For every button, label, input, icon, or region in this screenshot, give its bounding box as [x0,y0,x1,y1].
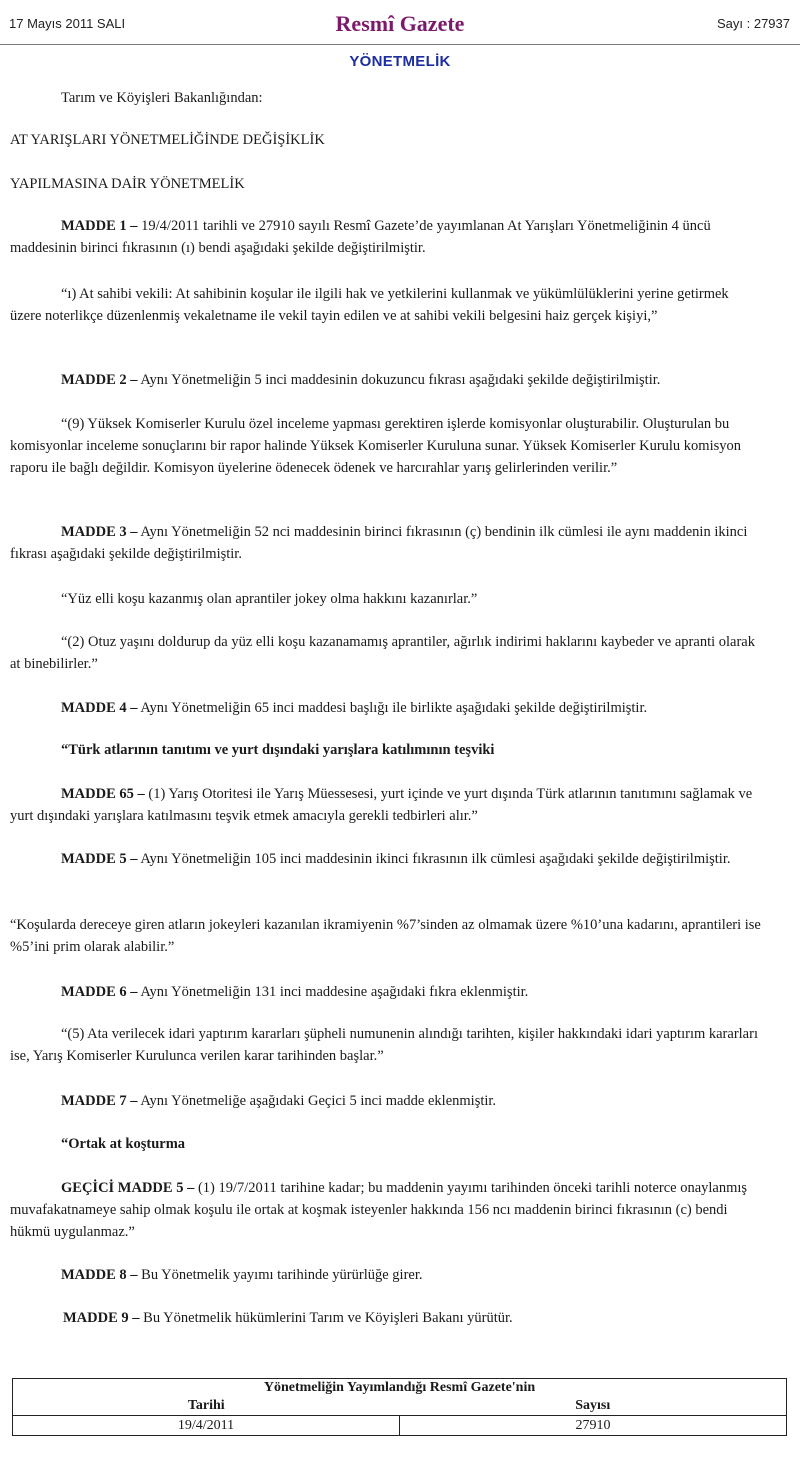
article-5-text: Aynı Yönetmeliğin 105 inci maddesinin ikinci fıkrasının ilk cümlesi aşağıdaki şekilde değiştirilmiştir. [137,851,731,867]
article-5-quote: “Koşularda dereceye giren atların jokeyleri kazanılan ikramiyenin %7’sinden az olmamak üzere %10’una kadarını, aprantileri ise %5’ini prim olarak alabilir.” [10,917,761,955]
article-6-quote: “(5) Ata verilecek idari yaptırım kararları şüpheli numunenin alındığı tarihten, kişiler hakkındaki idari yaptırım kararları ise, Yarış Komiserler Kurulunca verilen karar tarihinden başlar.” [10,1026,758,1064]
article-6-text: Aynı Yönetmeliğin 131 inci maddesine aşağıdaki fıkra eklenmiştir. [137,984,529,1000]
publication-date-cell: 19/4/2011 [13,1416,400,1436]
article-5 [10,848,762,870]
article-6-label: MADDE 6 – [61,984,138,1000]
article-1-label: MADDE 1 – [61,218,138,234]
provisional-article-5-text: (1) 19/7/2011 tarihine kadar; bu maddenin yayımı tarihinden önceki tarihli noterce onaylanmış muvafakatnameye sahip olmak koşulu ile ortak at koşmak isteyenler hakkında 156 ncı maddenin birinci fıkrasının (c) bendi hükmü uygulanmaz.” [10,1180,748,1240]
article-4-label: MADDE 4 – [61,700,138,716]
column-header-number: Sayısı [400,1396,787,1416]
issue-number: Sayı : 27937 [717,16,790,31]
article-7 [10,1090,762,1112]
article-2-quote: “(9) Yüksek Komiserler Kurulu özel inceleme yapması gerektiren işlerde komisyonlar oluşturabilir. Oluşturulan bu komisyonlar inceleme sonuçlarını bir rapor halinde Yüksek Komiserler Kuruluna sunar. Yüksek Komiserler Kurulu komisyon raporu ile bağlı değildir. Komisyon üyelerine ödenecek ödenek ve harcırahlar yarış gelirlerinden verilir.” [10,416,742,476]
article-2-label: MADDE 2 – [61,372,138,388]
article-3-text: Aynı Yönetmeliğin 52 nci maddesinin birinci fıkrasının (ç) bendinin ilk cümlesi ile aynı maddenin ikinci fıkrası aşağıdaki şekilde değiştirilmiştir. [10,524,748,562]
article-8 [10,1264,762,1286]
article-7-text: Aynı Yönetmeliğe aşağıdaki Geçici 5 inci madde eklenmiştir. [137,1093,497,1109]
provisional-article-5 [10,1177,762,1243]
article-1-quote: “ı) At sahibi vekili: At sahibinin koşular ile ilgili hak ve yetkilerini kullanmak ve yükümlülüklerini yerine getirmek üzere noterlikçe düzenlenmiş vekaletname ile vekil tayin edilen ve at sahibi vekili belgesini haiz gerçek kişiyi,” [10,286,729,324]
article-2 [10,369,762,391]
article-65-label: MADDE 65 – [61,786,145,802]
gazette-title: Resmî Gazete [335,11,465,36]
publication-table-row [13,1416,787,1436]
provisional-article-heading: “Ortak at koşturma [61,1136,186,1152]
article-5-label: MADDE 5 – [61,851,138,867]
regulation-title-line-1: AT YARIŞLARI YÖNETMELİĞİNDE DEĞİŞİKLİK [10,132,325,148]
issue-date: 17 Mayıs 2011 SALI [9,16,126,31]
column-header-date: Tarihi [13,1396,400,1416]
article-9 [12,1307,764,1329]
provisional-article-5-label: GEÇİCİ MADDE 5 – [61,1180,195,1196]
article-8-label: MADDE 8 – [61,1267,138,1283]
regulation-title-line-2: YAPILMASINA DAİR YÖNETMELİK [10,176,245,192]
article-6 [10,981,762,1003]
article-3-quote-b: “(2) Otuz yaşını doldurup da yüz elli koşu kazanamamış aprantiler, ağırlık indirimi haklarını kaybeder ve apranti olarak at binebilirler.” [10,634,755,672]
article-2-text: Aynı Yönetmeliğin 5 inci maddesinin dokuzuncu fıkrası aşağıdaki şekilde değiştirilmiştir. [137,372,661,388]
article-3-label: MADDE 3 – [61,524,138,540]
article-9-label: MADDE 9 – [63,1310,140,1326]
article-1 [10,215,762,259]
article-3-quote-a: “Yüz elli koşu kazanmış olan aprantiler jokey olma hakkını kazanırlar.” [61,591,478,607]
article-9-text: Bu Yönetmelik hükümlerini Tarım ve Köyişleri Bakanı yürütür. [139,1310,513,1326]
document-type: YÖNETMELİK [349,53,451,70]
publication-table-header-row [13,1396,787,1416]
article-1-text: 19/4/2011 tarihli ve 27910 sayılı Resmî Gazete’de yayımlanan At Yarışları Yönetmeliğinin 4 üncü maddesinin birinci fıkrasının (ı) bendi aşağıdaki şekilde değiştirilmiştir. [10,218,711,256]
article-8-text: Bu Yönetmelik yayımı tarihinde yürürlüğe girer. [137,1267,423,1283]
article-3 [10,521,762,565]
publication-table-title-row [13,1379,787,1397]
header-divider [0,44,800,45]
article-65-heading: “Türk atlarının tanıtımı ve yurt dışındaki yarışlara katılımının teşviki [61,742,495,758]
article-65 [10,783,762,827]
issuer-line: Tarım ve Köyişleri Bakanlığından: [61,90,263,106]
publication-number-cell: 27910 [400,1416,787,1436]
publication-table [12,1378,787,1436]
article-4 [10,697,762,719]
gazette-header [0,0,800,46]
article-4-text: Aynı Yönetmeliğin 65 inci maddesi başlığı ile birlikte aşağıdaki şekilde değiştirilmiştir. [137,700,648,716]
article-65-text: (1) Yarış Otoritesi ile Yarış Müessesesi, yurt içinde ve yurt dışında Türk atlarının tanıtımını sağlamak ve yurt dışındaki yarışlara katılmasını teşvik etmek amacıyla gerekli tedbirleri alır.” [10,786,753,824]
article-7-label: MADDE 7 – [61,1093,138,1109]
publication-table-title: Yönetmeliğin Yayımlandığı Resmî Gazete'nin [13,1379,787,1397]
